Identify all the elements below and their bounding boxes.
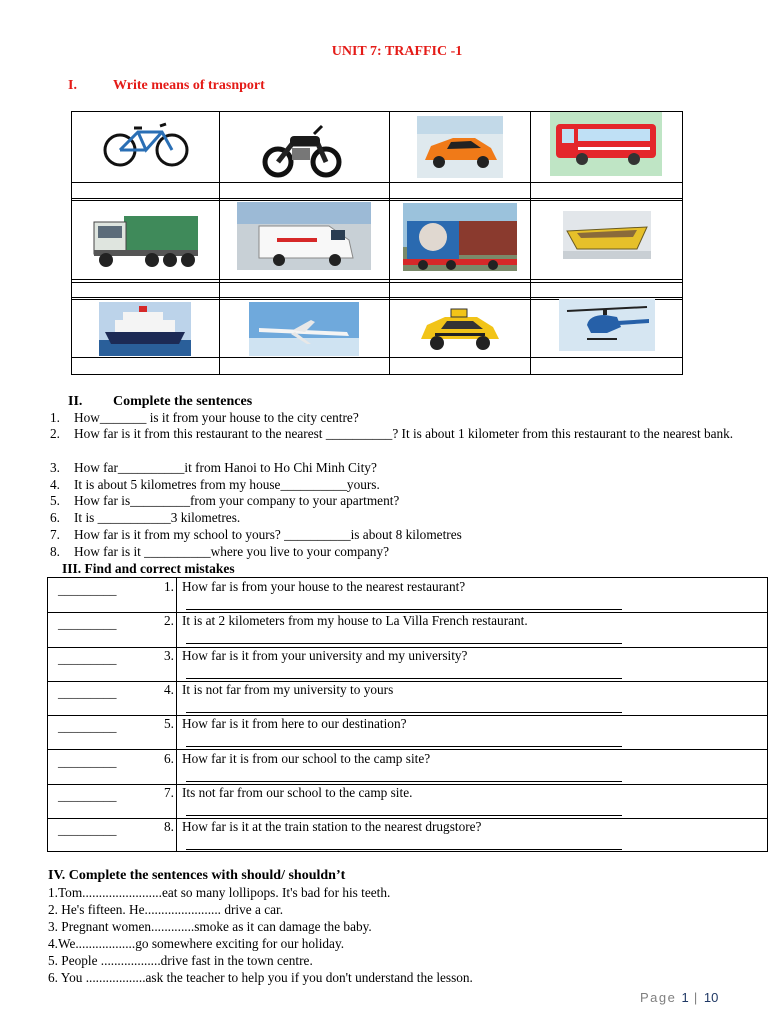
should-sentence-6: 6. You ..................ask the teacher to help you if you don't understand the lesson. — [48, 970, 473, 985]
sentence-6: 6. It is ___________3 kilometres. — [50, 510, 241, 525]
truck-icon — [90, 206, 200, 274]
plane-icon — [249, 302, 359, 356]
sentence-3: 3. How far__________it from Hanoi to Ho Chi Minh City? — [50, 460, 377, 475]
section-title: Write means of trasnport — [113, 78, 265, 93]
table-row: _________ 3. How far is it from your university and my university? — [48, 647, 767, 682]
sentence-1: 1. How_______ is it from your house to the city centre? — [50, 410, 359, 425]
answer-blank: _________ — [58, 684, 117, 700]
mistake-sentence: How far is it at the train station to the nearest drugstore? — [182, 819, 482, 835]
mistake-sentence: How far is from your house to the nearest restaurant? — [182, 579, 466, 594]
should-sentence-4: 4.We..................go somewhere exciting for our holiday. — [48, 936, 345, 951]
mistake-sentence: It is at 2 kilometers from my house to La Villa French restaurant. — [182, 613, 528, 629]
sentence-4: 4. It is about 5 kilometres from my house__________yours. — [50, 477, 380, 492]
ship-icon — [99, 302, 191, 356]
answer-blank: _________ — [58, 719, 117, 735]
sentence-5: 5. How far is_________from your company to your apartment? — [50, 493, 400, 508]
should-sentence-1: 1.Tom........................eat so many lollipops. It's bad for his teeth. — [48, 885, 391, 900]
motorbike-icon — [262, 118, 342, 180]
sentence-8: 8. How far is it __________where you live to your company? — [50, 544, 389, 559]
page-number: 1 — [681, 990, 689, 1005]
helicopter-icon — [559, 299, 655, 351]
page-title: UNIT 7: TRAFFIC -1 — [331, 44, 463, 59]
section-1-heading — [68, 78, 265, 94]
answer-blank: _________ — [58, 616, 117, 632]
sentence-7: 7. How far is it from my school to yours? __________is about 8 kilometres — [50, 527, 462, 542]
answer-blank: _________ — [58, 787, 117, 803]
ambulance-icon — [237, 202, 371, 270]
table-row: _________ 7. Its not far from our school to the camp site. — [48, 784, 767, 819]
page-label: Page — [640, 990, 677, 1005]
page-total: 10 — [703, 990, 719, 1005]
should-sentence-3: 3. Pregnant women.............smoke as it can damage the baby. — [48, 919, 372, 934]
mistake-sentence: Its not far from our school to the camp site. — [182, 784, 413, 800]
mistake-sentence: It is not far from my university to yours — [182, 681, 394, 697]
transport-table — [71, 111, 683, 375]
table-row: _________ 5. How far is it from here to our destination? — [48, 715, 767, 750]
answer-blank: _________ — [58, 650, 117, 666]
mistake-sentence: How far it is from our school to the camp site? — [182, 750, 431, 766]
page-separator: | — [693, 990, 699, 1005]
table-row: _________ 1. How far is from your house to the nearest restaurant? — [48, 578, 767, 613]
section-2-heading — [68, 394, 252, 410]
bus-icon — [550, 112, 662, 176]
taxi-icon — [415, 301, 505, 355]
mistake-sentence: How far is it from here to our destination? — [182, 716, 407, 732]
table-row: _________ 6. How far it is from our school to the camp site? — [48, 750, 767, 785]
sentence-2: 2. How far is it from this restaurant to the nearest __________? It is about 1 kilometer from this restaurant to the nearest bank. — [50, 426, 734, 441]
answer-blank: _________ — [58, 753, 117, 769]
mistakes-table — [47, 577, 768, 852]
car-icon — [417, 116, 503, 178]
answer-blank: _________ — [58, 582, 117, 597]
should-sentence-5: 5. People ..................drive fast in the town centre. — [48, 953, 313, 968]
train-icon — [403, 203, 517, 271]
answer-blank: _________ — [58, 822, 117, 838]
section-3-heading: III. Find and correct mistakes — [62, 561, 235, 576]
section-4-heading: IV. Complete the sentences with should/ shouldn’t — [48, 868, 346, 883]
section-number: I. — [68, 78, 77, 93]
table-row: _________ 8. How far is it at the train station to the nearest drugstore? — [48, 818, 767, 852]
bicycle-icon — [100, 120, 192, 170]
table-row: _________ 4. It is not far from my university to yours — [48, 681, 767, 716]
table-row: _________ 2. It is at 2 kilometers from my house to La Villa French restaurant. — [48, 612, 767, 647]
section-number: II. — [68, 394, 83, 409]
should-sentence-2: 2. He's fifteen. He....................... drive a car. — [48, 902, 284, 917]
boat-icon — [563, 211, 651, 259]
mistake-sentence: How far is it from your university and my university? — [182, 647, 468, 663]
page-footer — [640, 990, 718, 1005]
section-title: Complete the sentences — [113, 394, 253, 409]
